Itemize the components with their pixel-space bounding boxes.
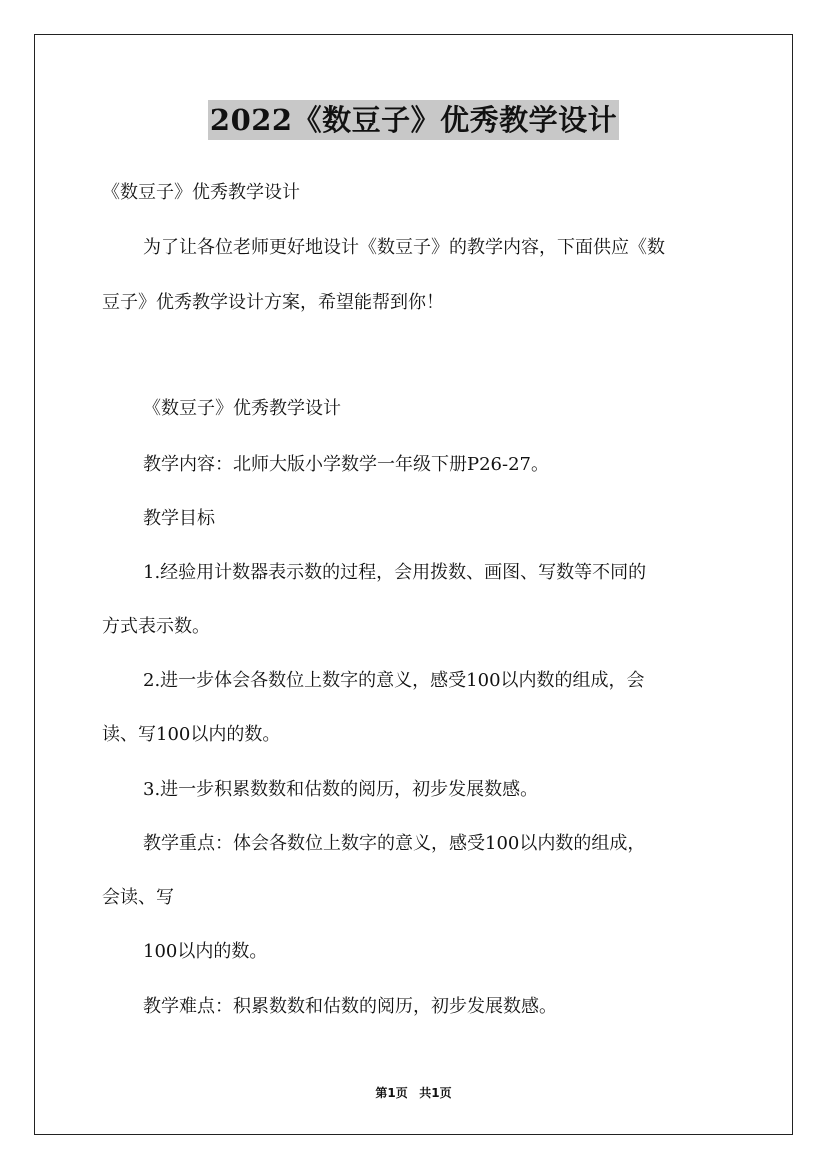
paragraph-line: 教学重点：体会各数位上数字的意义，感受100以内数的组成，	[143, 833, 646, 854]
list-item: 1.经验用计数器表示数的过程，会用拨数、画图、写数等不同的	[143, 562, 647, 583]
paragraph-line: 会读、写	[102, 887, 174, 908]
list-item: 2.进一步体会各数位上数字的意义，感受100以内数的组成，会	[143, 670, 645, 691]
paragraph-line: 为了让各位老师更好地设计《数豆子》的教学内容，下面供应《数	[143, 237, 665, 258]
document-title: 2022《数豆子》优秀教学设计	[208, 100, 619, 140]
paragraph-line: 教学内容：北师大版小学数学一年级下册P26-27。	[143, 454, 549, 475]
list-item: 3.进一步积累数数和估数的阅历，初步发展数感。	[143, 779, 539, 800]
section-heading: 《数豆子》优秀教学设计	[143, 398, 341, 419]
page-total: 共1页	[419, 1086, 452, 1100]
page-footer	[0, 1084, 827, 1101]
section-heading: 教学目标	[143, 508, 215, 529]
list-item-continuation: 方式表示数。	[102, 616, 210, 637]
list-item-continuation: 读、写100以内的数。	[102, 724, 281, 745]
title-container	[0, 100, 827, 140]
paragraph-line: 豆子》优秀教学设计方案，希望能帮到你！	[102, 292, 444, 313]
page-number: 第1页	[375, 1086, 408, 1100]
paragraph-line: 《数豆子》优秀教学设计	[102, 182, 300, 203]
paragraph-line: 教学难点：积累数数和估数的阅历，初步发展数感。	[143, 996, 557, 1017]
paragraph-line: 100以内的数。	[143, 941, 268, 962]
